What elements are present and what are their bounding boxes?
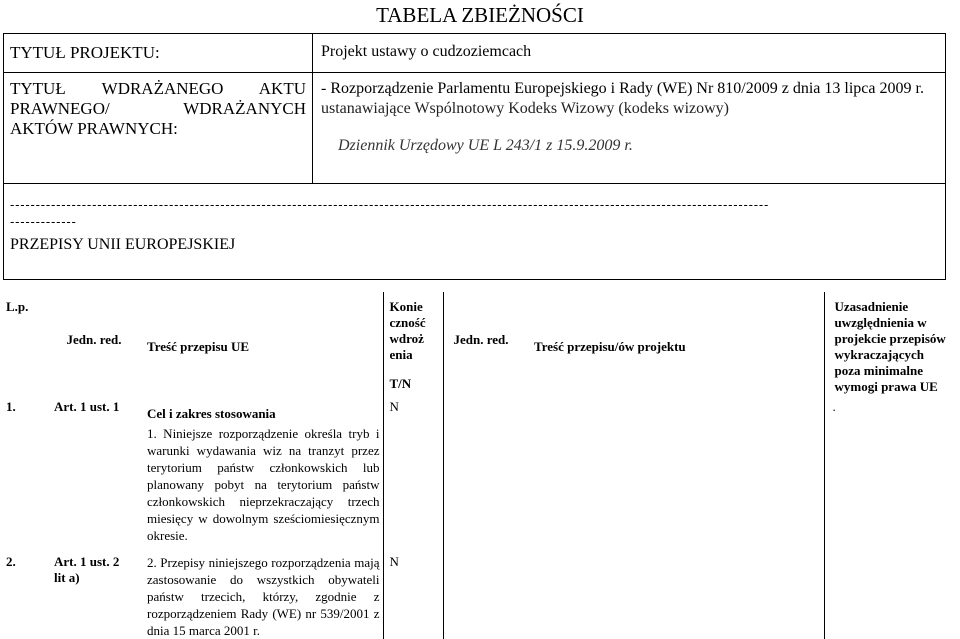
row-1-edit-unit2 <box>443 395 522 544</box>
project-value: Projekt ustawy o cudzoziemcach <box>313 34 946 73</box>
row-1-necessity: N <box>383 395 443 544</box>
table-row <box>3 544 958 639</box>
row-2-eu-content <box>137 544 383 639</box>
row-2-edit-unit2 <box>443 544 522 639</box>
col-edit-unit: Jedn. red. <box>66 332 122 347</box>
row-1-unit: Art. 1 ust. 1 <box>54 399 120 414</box>
col-lp: L.p. <box>6 299 29 314</box>
acts-label-line3: AKTÓW PRAWNYCH: <box>10 119 178 138</box>
project-label: TYTUŁ PROJEKTU: <box>4 34 313 73</box>
dashes-line2: ------------- <box>10 214 77 229</box>
col-tn: T/N <box>389 376 412 391</box>
eu-rules-heading: PRZEPISY UNII EUROPEJSKIEJ <box>10 236 236 253</box>
col-justification-line1: Uzasadnienie <box>834 299 909 314</box>
acts-value-regulation: - Rozporządzenie Parlamentu Europejskiego i Rady (WE) Nr 810/2009 z dnia 13 lipca 2009 r. <box>321 80 924 97</box>
row-2-unit: Art. 1 ust. 2 lit a) <box>54 554 120 585</box>
col-eu-content <box>137 292 383 395</box>
acts-label-line2: PRAWNEGO/ WDRAŻANYCH <box>10 99 306 118</box>
col-justification-line3: projekcie przepisów <box>834 331 946 346</box>
table-row <box>3 395 958 544</box>
row-2-number: 2. <box>6 554 16 569</box>
col-justification <box>824 292 958 395</box>
row-1-eu-content <box>137 395 383 544</box>
col-justification-line2: uwzględnienia w <box>834 315 927 330</box>
header-table <box>3 33 946 280</box>
col-project-content: Treść przepisu/ów projektu <box>522 292 824 395</box>
col-necessity <box>383 292 443 395</box>
column-header-row <box>3 292 958 395</box>
row-2-project-content <box>522 544 824 639</box>
acts-value <box>313 73 946 184</box>
row-1-justification: . <box>832 399 836 414</box>
acts-value-description: ustanawiające Wspólnotowy Kodeks Wizowy (kodeks wizowy) <box>321 100 730 117</box>
row-1-project-content <box>522 395 824 544</box>
row-2-text: 2. Przepisy niniejszego rozporządzenia mają zastosowanie do wszystkich obywateli państw trzecich, którzy, zgodnie z rozporządzeniem Rady (WE) nr 539/2001 z dnia 15 marca 2001 r. <box>147 555 380 638</box>
row-1-heading: Cel i zakres stosowania <box>147 406 276 421</box>
col-eu-content-label: Treść przepisu UE <box>147 339 250 354</box>
col-justification-line4: wykraczających <box>834 347 925 362</box>
col-necessity-line1: Konie <box>389 299 423 314</box>
dashes-line1: ---------------------------------------------------------------------------------------------------------------------------------------------------- <box>10 197 770 212</box>
row-1-text: 1. Niniejsze rozporządzenie określa tryb i warunki wydawania wiz na tranzyt przez terytorium państw członkowskich lub planowany pobyt na terytorium państw członkowskich nieprzekraczający trzech miesięcy w dowolnym sześciomiesięcznym okresie. <box>147 426 380 543</box>
col-necessity-line4: enia <box>389 347 413 362</box>
col-necessity-line2: czność <box>389 315 426 330</box>
row-2-necessity: N <box>383 544 443 639</box>
acts-label-line1: TYTUŁ WDRAŻANEGO AKTU <box>10 79 306 98</box>
page-title: TABELA ZBIEŻNOŚCI <box>376 3 584 27</box>
acts-label <box>4 73 313 184</box>
col-edit-unit2: Jedn. red. <box>453 332 509 347</box>
row-1-number: 1. <box>6 399 16 414</box>
eu-rules-section <box>4 184 946 280</box>
col-necessity-line3: wdroż <box>389 331 424 346</box>
row-2-justification <box>824 544 958 639</box>
journal-reference: Dziennik Urzędowy UE L 243/1 z 15.9.2009 r. <box>338 137 633 154</box>
correspondence-table <box>3 292 958 639</box>
col-justification-line6: wymogi prawa UE <box>834 379 938 394</box>
col-justification-line5: poza minimalne <box>834 363 923 378</box>
